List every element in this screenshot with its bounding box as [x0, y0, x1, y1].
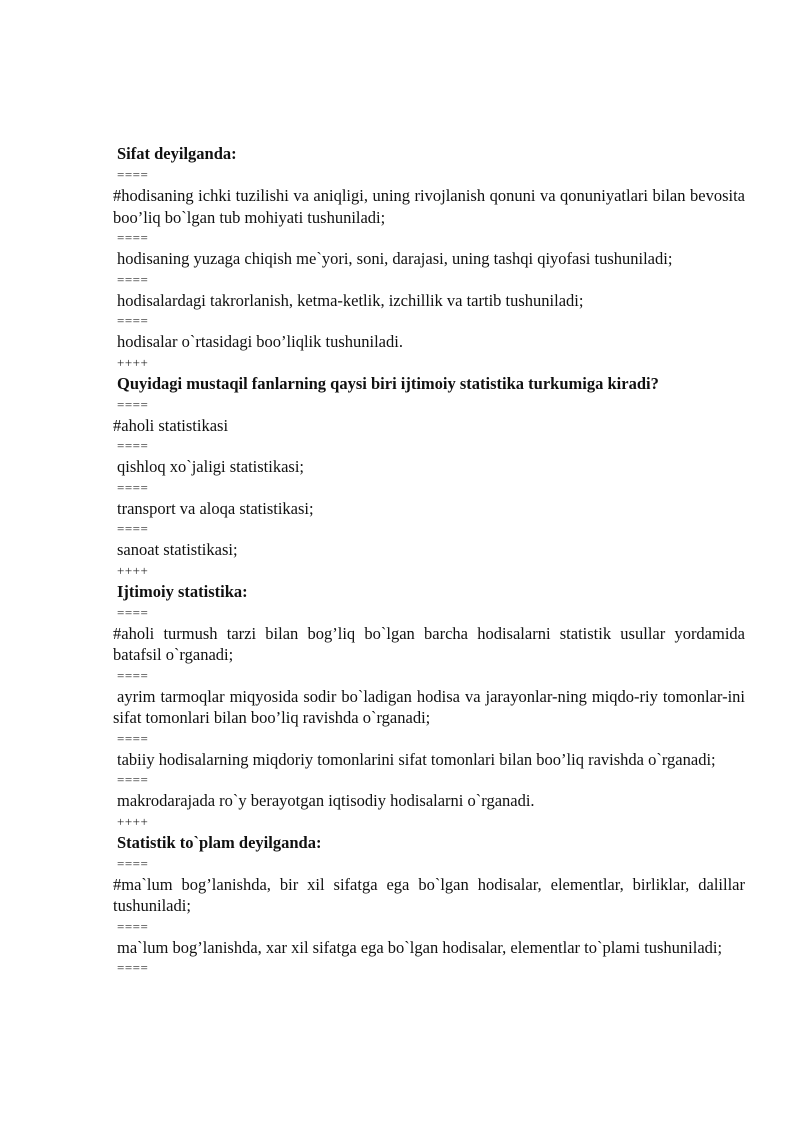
answer-option: hodisaning yuzaga chiqish me`yori, soni, darajasi, uning tashqi qiyofasi tushuniladi; [117, 249, 673, 268]
answer-separator: ==== [117, 167, 149, 182]
answer-option: makrodarajada ro`y berayotgan iqtisodiy hodisalarni o`rganadi. [117, 791, 535, 810]
answer-correct: #aholi statistikasi [113, 415, 229, 435]
answer-separator: ==== [117, 960, 149, 975]
answer-correct: #aholi turmush tarzi bilan bog’liq bo`lgan barcha hodisalarni statistik usullar yordamida batafsil o`rganadi; [113, 623, 745, 664]
answer-option: transport va aloqa statistikasi; [117, 498, 314, 518]
answer-option: hodisalar o`rtasidagi boo’liqlik tushuniladi. [117, 332, 403, 351]
answer-correct: #ma`lum bog’lanishda, bir xil sifatga ega bo`lgan hodisalar, elementlar, birliklar, dalillar tushuniladi; [113, 874, 745, 915]
answer-separator: ==== [117, 438, 149, 453]
question-text: Quyidagi mustaqil fanlarning qaysi biri ijtimoiy statistika turkumiga kiradi? [117, 373, 659, 393]
answer-correct: #hodisaning ichki tuzilishi va aniqligi, uning rivojlanish qonuni va qonuniyatlari bilan bevosita boo’liq bo`lgan tub mohiyati tushuniladi; [113, 186, 745, 227]
question-separator: ++++ [117, 813, 149, 829]
answer-separator: ==== [117, 730, 149, 746]
answer-separator: ==== [117, 855, 149, 871]
answer-option: hodisalardagi takrorlanish, ketma-ketlik, izchillik va tartib tushuniladi; [117, 290, 584, 310]
answer-separator: ==== [117, 396, 149, 412]
answer-separator: ==== [117, 521, 149, 536]
answer-option: ma`lum bog’lanishda, xar xil sifatga ega bo`lgan hodisalar, elementlar to`plami tushuniladi; [117, 937, 723, 957]
question-text: Ijtimoiy statistika: [117, 581, 248, 601]
question-text: Statistik to`plam deyilganda: [117, 832, 322, 852]
answer-separator: ==== [117, 230, 149, 245]
answer-separator: ==== [117, 313, 149, 328]
answer-separator: ==== [117, 667, 149, 683]
test-content [113, 143, 745, 978]
answer-separator: ==== [117, 479, 149, 495]
question-separator: ++++ [117, 562, 149, 578]
answer-option: tabiiy hodisalarning miqdoriy tomonlarini sifat tomonlari bilan boo’liq ravishda o`rganadi; [117, 749, 716, 769]
question-separator: ++++ [117, 354, 149, 370]
answer-option: sanoat statistikasi; [117, 540, 238, 559]
answer-option: ayrim tarmoqlar miqyosida sodir bo`ladigan hodisa va jarayonlar-ning miqdo-riy tomonlar-ini sifat tomonlari bilan boo’liq ravishda o`rganadi; [113, 686, 745, 727]
answer-option: qishloq xo`jaligi statistikasi; [117, 457, 304, 476]
answer-separator: ==== [117, 772, 149, 787]
question-text: Sifat deyilganda: [117, 144, 237, 163]
answer-separator: ==== [117, 918, 149, 934]
answer-separator: ==== [117, 271, 149, 287]
answer-separator: ==== [117, 604, 149, 620]
